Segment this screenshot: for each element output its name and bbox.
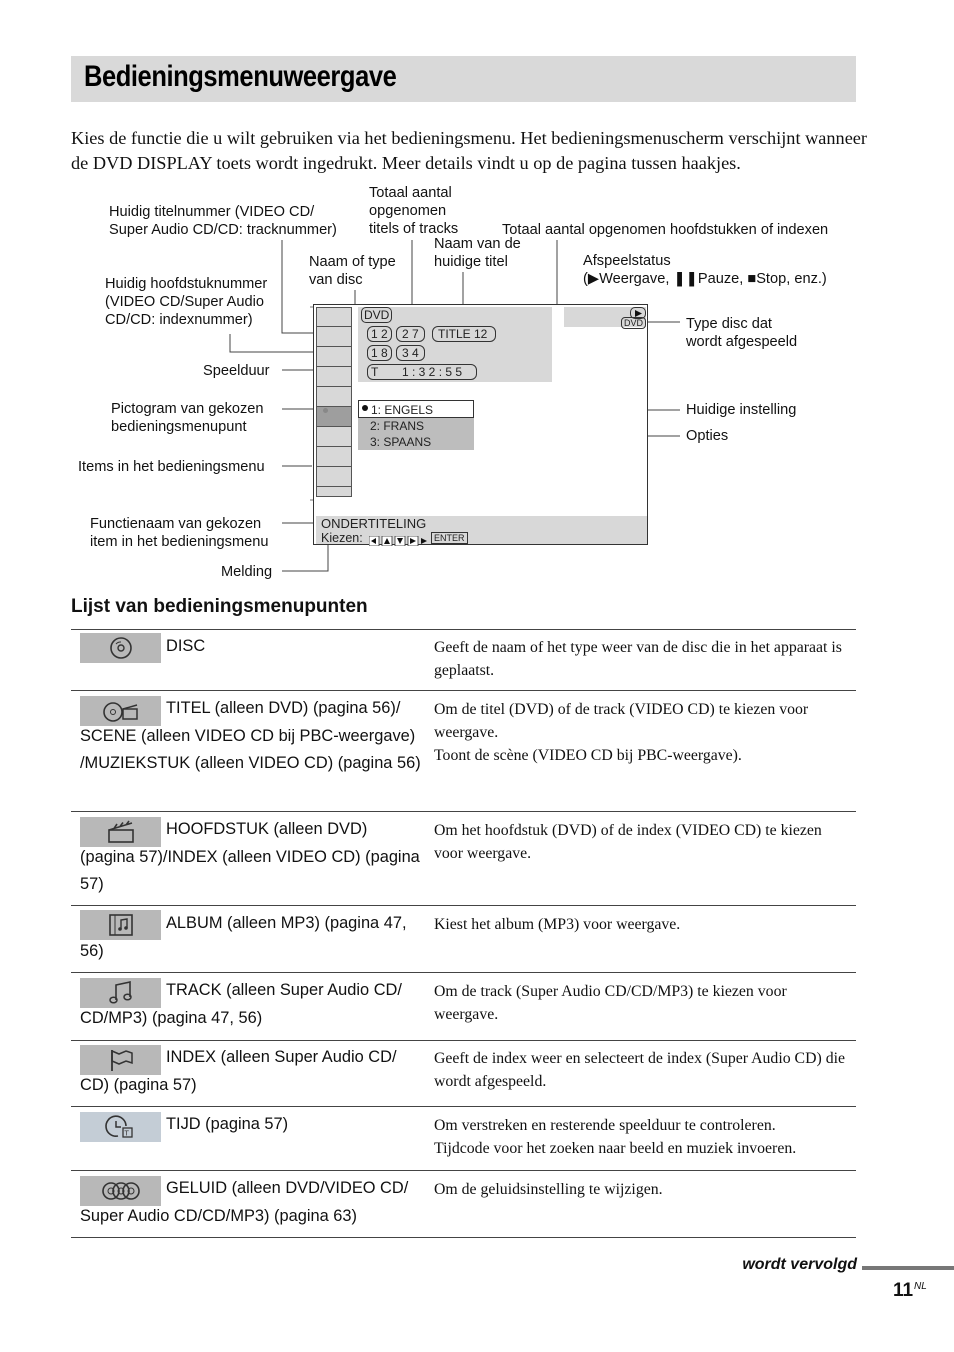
list-item-desc: Om de titel (DVD) of de track (VIDEO CD) te kiezen voor weergave. Toont de scène (VIDEO CD bij PBC-weergave). (434, 701, 809, 764)
table-divider (71, 972, 856, 973)
label-total-chapters: Totaal aantal opgenomen hoofdstukken of indexen (502, 222, 829, 238)
osd-option-2: 2: FRANS (370, 419, 425, 433)
osd-select-label: Kiezen: (321, 531, 363, 545)
label-selected-icon: Pictogram van gekozen bedieningsmenupunt (111, 401, 264, 435)
list-item-desc: Om de geluidsinstelling te wijzigen. (434, 1181, 663, 1198)
table-divider (71, 1106, 856, 1107)
osd-title-current: 1 2 (367, 326, 392, 342)
list-item-desc: Kiest het album (MP3) voor weergave. (434, 916, 681, 933)
list-item-name: DISC (166, 637, 206, 655)
label-function-name: Functienaam van gekozen item in het bedieningsmenu (90, 516, 269, 550)
table-divider (71, 811, 856, 812)
page-language-suffix: NL (914, 1281, 927, 1292)
label-playback-status: Afspeelstatus (▶Weergave, ❚❚Pauze, ■Stop, enz.) (583, 253, 827, 287)
list-item-desc: Om het hoofdstuk (DVD) of de index (VIDEO CD) te kiezen voor weergave. (434, 822, 822, 862)
osd-status-disc: DVD (621, 317, 646, 329)
label-current-chapter: Huidig hoofdstuknummer (VIDEO CD/Super Audio CD/CD: indexnummer) (105, 276, 268, 328)
connector-message (282, 541, 328, 571)
list-item-desc: Om verstreken en resterende speelduur te controleren. Tijdcode voor het zoeken naar beeld en muziek invoeren. (434, 1117, 797, 1157)
table-divider (71, 1040, 856, 1041)
list-item-name: TIJD (pagina 57) (166, 1115, 289, 1133)
table-divider (71, 690, 856, 691)
footer-rule (862, 1266, 954, 1270)
osd-icon-column (316, 307, 352, 497)
list-item-desc: Geeft de index weer en selecteert de index (Super Audio CD) die wordt afgespeeld. (434, 1050, 846, 1090)
list-item-desc: Om de track (Super Audio CD/CD/MP3) te kiezen voor weergave. (434, 983, 787, 1023)
osd-disc-name: DVD (361, 307, 392, 323)
label-title-name: Naam van de huidige titel (434, 236, 521, 270)
osd-time-prefix: T (371, 365, 379, 379)
label-menu-items: Items in het bedieningsmenu (78, 459, 265, 475)
list-item-name: TRACK (alleen Super Audio CD/ CD/MP3) (pagina 47, 56) (80, 981, 402, 1027)
osd-title-total: 2 7 (396, 326, 425, 342)
table-divider (71, 1170, 856, 1171)
osd-screen (313, 304, 648, 545)
osd-time: 1 : 3 2 : 5 5 (402, 365, 463, 379)
list-item-name: INDEX (alleen Super Audio CD/ CD) (pagina 57) (80, 1048, 397, 1094)
osd-chapter-current: 1 8 (367, 345, 392, 361)
osd-option-list (358, 418, 474, 450)
label-disc-name: Naam of type van disc (309, 254, 396, 288)
label-disc-type: Type disc dat wordt afgespeeld (686, 316, 798, 350)
label-playing-time: Speelduur (203, 363, 270, 379)
page-number: 11 (893, 1280, 914, 1301)
list-item-name: ALBUM (alleen MP3) (pagina 47, 56) (80, 914, 407, 960)
osd-chapter-total: 3 4 (396, 345, 425, 361)
table-divider (71, 905, 856, 906)
intro-paragraph: Kies de functie die u wilt gebruiken via het bedieningsmenu. Het bedieningsmenuscherm verschijnt wanneer de DVD DISPLAY toets wordt ingedrukt. Meer details vindt u op de pagina tussen haakjes. (71, 128, 868, 173)
osd-time-field (367, 364, 477, 380)
list-item-name: HOOFDSTUK (alleen DVD) (pagina 57)/INDEX (alleen VIDEO CD) (pagina 57) (80, 820, 420, 893)
label-message: Melding (221, 564, 273, 580)
osd-selected-icon-marker (323, 408, 328, 413)
table-divider (71, 629, 856, 630)
label-total-titles: Totaal aantal opgenomen titels of tracks (369, 185, 459, 237)
osd-function-name: ONDERTITELING (321, 516, 427, 531)
table-divider (71, 1237, 856, 1238)
continued-note: wordt vervolgd (742, 1256, 857, 1273)
label-current-title: Huidig titelnummer (VIDEO CD/ Super Audio CD/CD: tracknummer) (109, 204, 337, 238)
osd-title-name: TITLE 12 (432, 326, 496, 342)
list-heading: Lijst van bedieningsmenupunten (71, 596, 368, 617)
osd-option-3: 3: SPAANS (370, 435, 432, 449)
page-title: Bedieningsmenuweergave (84, 60, 397, 93)
osd-arrow-keys (369, 533, 431, 551)
osd-enter-key: ENTER (431, 532, 468, 544)
label-options: Opties (686, 428, 729, 444)
osd-option-current: 1: ENGELS (358, 400, 474, 418)
list-item-desc: Geeft de naam of het type weer van de disc die in het apparaat is geplaatst. (434, 639, 842, 679)
label-current-setting: Huidige instelling (686, 402, 797, 418)
list-item-name: GELUID (alleen DVD/VIDEO CD/ Super Audio CD/CD/MP3) (pagina 63) (80, 1179, 409, 1225)
svg-text:T: T (124, 1129, 129, 1138)
list-item-name: TITEL (alleen DVD) (pagina 56)/ SCENE (alleen VIDEO CD bij PBC-weergave) /MUZIEKSTUK (alleen VIDEO CD) (pagina 56) (80, 699, 421, 772)
